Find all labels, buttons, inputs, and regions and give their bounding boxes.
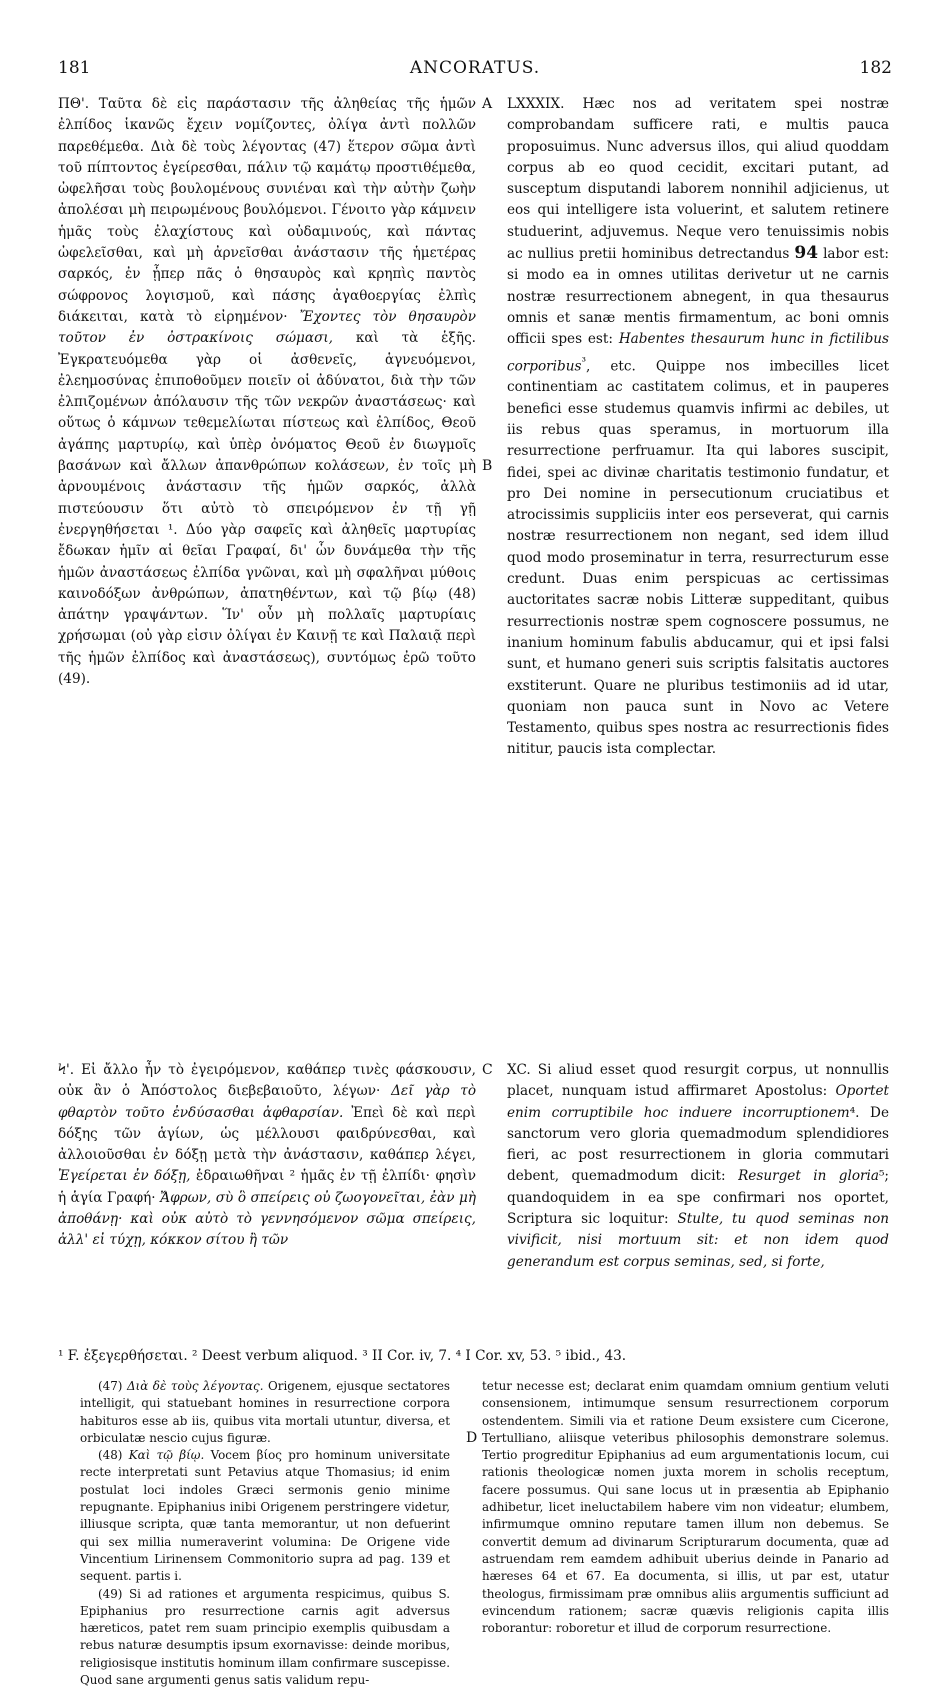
- notes-left-column: [80, 1378, 450, 1689]
- greek-paragraph-90: [58, 1060, 476, 1252]
- latin-text-end: , etc. Quippe nos imbecilles licet continentiam ac castitatem colimus, et in pauperes benefici esse studemus quamvis infirmi ac debiles, ut iis rebus quas speramus, in mortuorum illa resurrectione perfruamur. Ita qui labores suscipit, fidei, spei ac divinæ charitatis testimonio fundatur, et pro Dei nomine in persecutionum cruciatibus et atrocissimis suppliciis inter eos perseverat, qui carnis nostræ resurrectionem non negant, sed idem illud quod modo proseminatur in terra, resurrecturum esse credunt. Duas enim perspicuas ac certissimas auctoritates sacræ nobis Litteræ suppeditant, quibus resurrectionis nostræ spem cognoscere possumus, ne inanium hominum fabulis abducamur, qui et ipsi falsi sunt, et humano generi suis scriptis falsitatis auctores exstiterunt. Quare ne pluribus testimoniis ad id utar, quoniam non pauca sunt in Novo ac Vetere Testamento, quibus spes nostra ac resurrectionis fides nititur, paucis ista complectar.: [507, 358, 889, 758]
- note-number: (48): [98, 1448, 123, 1463]
- greek-text: ἑδραιωθῆναι ² ἡμᾶς ἐν τῇ ἐλπίδι· φησὶν ἡ ἁγία Γραφή·: [58, 1168, 476, 1206]
- note-48: [80, 1447, 450, 1585]
- latin-text: ⁴. De sanctorum vero gloria quemadmodum splendidiores fieri, ac post resurrectionem in gloria commutari debent, quemadmodum dicit:: [507, 1104, 890, 1185]
- greek-quote: Ἄφρων, σὺ ὃ σπείρεις οὐ ζωογονεῖται, ἐὰν μὴ ἀποθάνῃ· καὶ οὐκ αὐτὸ τὸ γεννησόμενον σῶμα σπείρεις, ἀλλ' εἰ τύχῃ, κόκκον σίτου ἢ τῶν: [58, 1189, 476, 1249]
- greek-column-89: [58, 94, 476, 690]
- latin-paragraph-89: [507, 94, 889, 761]
- note-number: (49): [98, 1586, 123, 1601]
- margin-letter-b: B: [482, 458, 493, 474]
- greek-text: Ἐπεὶ δὲ καὶ περὶ δόξης τῶν ἁγίων, ὡς μέλλουσι φαιδρύνεσθαι, καὶ ἀλλοιοῦσθαι ἐν δόξῃ μετὰ τὴν ἀνάστασιν, καθάπερ λέγει,: [58, 1104, 476, 1164]
- greek-text: Ϟ'. Εἰ ἄλλο ἦν τὸ ἐγειρόμενον, καθάπερ τινὲς φάσκουσιν, οὐκ ἂν ὁ Ἀπόστολος διεβεβαιοῦτο, λέγων·: [58, 1062, 476, 1100]
- note-text: Si ad rationes et argumenta respicimus, quibus S. Epiphanius pro resurrectione carnis agit adversus hæreticos, patet rem suam principio exemplis quibusdam a rebus naturæ desumptis ipsum exornavisse: deinde moribus, religiosisque institutis hominum illam confirmare suscepisse. Quod sane argumenti genus satis validum repu-: [80, 1586, 450, 1688]
- latin-quote: Stulte, tu quod seminas non vivificit, nisi mortuum sit: et non idem quod generandum est corpus seminas, sed, si forte,: [507, 1211, 890, 1270]
- running-header: [58, 58, 892, 82]
- notes-right-column: [482, 1378, 889, 1637]
- footnote-ref: ³: [581, 353, 587, 368]
- greek-paragraph-89: [58, 94, 476, 690]
- greek-text: ΠΘ'. Ταῦτα δὲ εἰς παράστασιν τῆς ἀληθείας τῆς ἡμῶν ἐλπίδος ἱκανῶς ἔχειν νομίζοντες, ὀλίγα ἀντὶ πολλῶν παρεθέμεθα. Διὰ δὲ τοὺς λέγοντας (47) ἕτερον σῶμα ἀντὶ τοῦ πίπτοντος ἐγείρεσθαι, πάλιν τῷ καμάτῳ προστιθέμεθα, ὠφελῆσαι τοὺς βουλομένους συνιέναι καὶ τὴν αὐτὴν ζωὴν ἀπολέσαι μὴ πειρωμένους βουλόμενοι. Γένοιτο γὰρ κάμνειν ἡμᾶς τοὺς ἐλαχίστους καὶ οὐδαμινούς, καὶ πάντας ὠφελεῖσθαι, καὶ μὴ ἀρνεῖσθαι ἀνάστασιν τῆς ἡμετέρας σαρκός, ἐν ᾗπερ πᾶς ὁ θησαυρὸς καὶ κρηπὶς παντὸς σώφρονος λογισμοῦ, καὶ πάσης ἀγαθοεργίας ἐλπὶς διάκειται, κατὰ τὸ εἰρημένον·: [58, 96, 476, 325]
- note-text: Vocem βίος pro hominum universitate recte interpretati sunt Petavius atque Thomasius; id enim postulat loci indoles Græci sermonis genio minime repugnante. Epiphanius inibi Origenem perstringere videtur, illiusque scripta, quæ tanta memorantur, ut non defuerint qui sex millia numeraverint volumina: De Origene vide Vincentium Lirinensem Commonitorio supra ad pag. 139 et sequent. partis i.: [80, 1448, 451, 1584]
- note-lemma: Διὰ δὲ τοὺς λέγοντας.: [126, 1379, 264, 1393]
- column-number-94: 94: [794, 243, 819, 264]
- latin-quote: Habentes thesaurum hunc in fictilibus corporibus: [507, 331, 890, 375]
- latin-text-continued: labor est: si modo ea in omnes utilitas derivetur ut ne carnis nostræ resurrectionem abnegent, in qua thesaurus omnis et sanæ mentis firmamentum, ac boni omnis officii spes est:: [507, 246, 889, 348]
- note-number: (47): [98, 1379, 123, 1393]
- running-title: ANCORATUS.: [409, 58, 541, 78]
- latin-column-90: [507, 1060, 889, 1273]
- page-number-right: 182: [859, 58, 892, 78]
- latin-text: XC. Si aliud esset quod resurgit corpus, ut nonnullis placet, nunquam istud affirmaret Apostolus:: [507, 1062, 889, 1100]
- page-number-left: 181: [58, 58, 91, 78]
- latin-quote: Oportet enim corruptibile hoc induere incorruptionem: [507, 1083, 890, 1121]
- greek-quote: Ἐγείρεται ἐν δόξῃ,: [58, 1168, 191, 1185]
- latin-quote: Resurget in gloria: [738, 1168, 879, 1185]
- greek-quote: Δεῖ γὰρ τὸ φθαρτὸν τοῦτο ἐνδύσασθαι ἀφθαρσίαν.: [58, 1083, 477, 1121]
- margin-letter-c: C: [482, 1062, 493, 1078]
- note-47: [80, 1378, 450, 1447]
- latin-text: ⁵; quandoquidem in ea spe confirmari nos oportet, Scriptura sic loquitur:: [507, 1168, 889, 1228]
- greek-quote: Ἔχοντες τὸν θησαυρὸν τοῦτον ἐν ὀστρακίνοις σώμασι,: [58, 308, 476, 347]
- latin-column-89: [507, 94, 889, 761]
- latin-paragraph-90: [507, 1060, 889, 1273]
- greek-column-90: [58, 1060, 476, 1252]
- greek-text-continued: καὶ τὰ ἑξῆς. Ἐγκρατευόμεθα γὰρ οἱ ἀσθενεῖς, ἁγνευόμενοι, ἐλεημοσύνας ἐπιποθοῦμεν ποιεῖν οἱ ἀδύνατοι, διὰ τὴν τῶν ἐλπιζομένων ἀπόλαυσιν τῆς τῶν νεκρῶν ἀναστάσεως· καὶ οὕτως ὁ κάμνων τεθεμελίωται πίστεως καὶ ἐλπίδος, Θεοῦ ἀγάπης μαρτυρίῳ, καὶ ὑπὲρ ὀνόματος Θεοῦ ἐν διωγμοῖς βασάνων καὶ ἄλλων ἀπανθρώπων κολάσεων, ἐν τοῖς μὴ ἀρνουμένοις ἀνάστασιν τῆς ἡμῶν σαρκός, ἀλλὰ πιστεύουσιν ὅτι αὐτὸ τὸ σπειρόμενον ἐν τῇ γῇ ἐνεργηθήσεται ¹. Δύο γὰρ σαφεῖς καὶ ἀληθεῖς μαρτυρίας ἔδωκαν ἡμῖν αἱ θεῖαι Γραφαί, δι' ὧν δυνάμεθα τὴν τῆς ἡμῶν ἀναστάσεως ἐλπίδα γνῶναι, καὶ μὴ σφαλῆναι μύθοις καινοδόξων ἀνθρώπων, ἀπατηθέντων, καὶ τῷ βίῳ (48) ἀπάτην γραψάντων. Ἵν' οὖν μὴ πολλαῖς μαρτυρίαις χρήσωμαι (οὐ γὰρ εἰσιν ὀλίγαι ἐν Καινῇ τε καὶ Παλαιᾷ περὶ τῆς ἡμῶν ἐλπίδος καὶ ἀναστάσεως), συντόμως ἐρῶ τοῦτο (49).: [58, 330, 477, 688]
- margin-letter-d: D: [466, 1430, 478, 1446]
- note-49: [80, 1586, 450, 1689]
- margin-letter-a: A: [482, 96, 493, 112]
- note-49-continued: tetur necesse est; declarat enim quamdam omnium gentium veluti consensionem, intimumque sensum resurrectionem corporum ostendentem. Simili via et ratione Deum exsistere cum Cicerone, Tertulliano, aliisque veteribus philosophis demonstrare solemus. Tertio progreditur Epiphanius ad eum argumentationis locum, cui rationis theologicæ nomen juxta morem in scholis receptum, facere possumus. Qui sane locus ut in præsentia ab Epiphanio adhibetur, licet ineluctabilem habere vim non videatur; elumbem, infirmumque omnino reputare tamen illum non debemus. Se convertit demum ad divinarum Scripturarum documenta, quæ ad astruendam rem eamdem adhibuit uberius deinde in Panario ad hæreses 64 et 67. Ea documenta, si illis, ut par est, utatur theologus, firmissimam præ omnibus aliis argumentis sufficiunt ad evincendum rationem; sacræ quævis religionis capita illis roborantur: roboretur et illud de corporum resurrectione.: [482, 1379, 889, 1636]
- footnotes-line: ¹ F. ἐξεγερθήσεται. ² Deest verbum aliquod. ³ II Cor. iv, 7. ⁴ I Cor. xv, 53. ⁵ ibid., 43.: [58, 1348, 627, 1364]
- note-text: Origenem, ejusque sectatores intelligit, qui statuebant homines in resurrectione corpora habituros esse ab iis, quibus vita mortali utuntur, diversa, et orbiculatæ nescio cujus figuræ.: [80, 1379, 450, 1445]
- note-lemma: Καὶ τῷ βίῳ.: [128, 1448, 205, 1463]
- latin-text: LXXXIX. Hæc nos ad veritatem spei nostræ comprobandam sufficere rati, e multis pauca proposuimus. Nunc adversus illos, qui aliud quoddam corpus ab eo quod cecidit, excitari putant, ad susceptum disputandi laborem nonnihil adjicienus, ut eos qui intelligere ista voluerint, et salutem retinere studuerint, adjuvemus. Neque vero tenuissimis nobis ac nullius pretii hominibus detrectandus: [507, 96, 889, 263]
